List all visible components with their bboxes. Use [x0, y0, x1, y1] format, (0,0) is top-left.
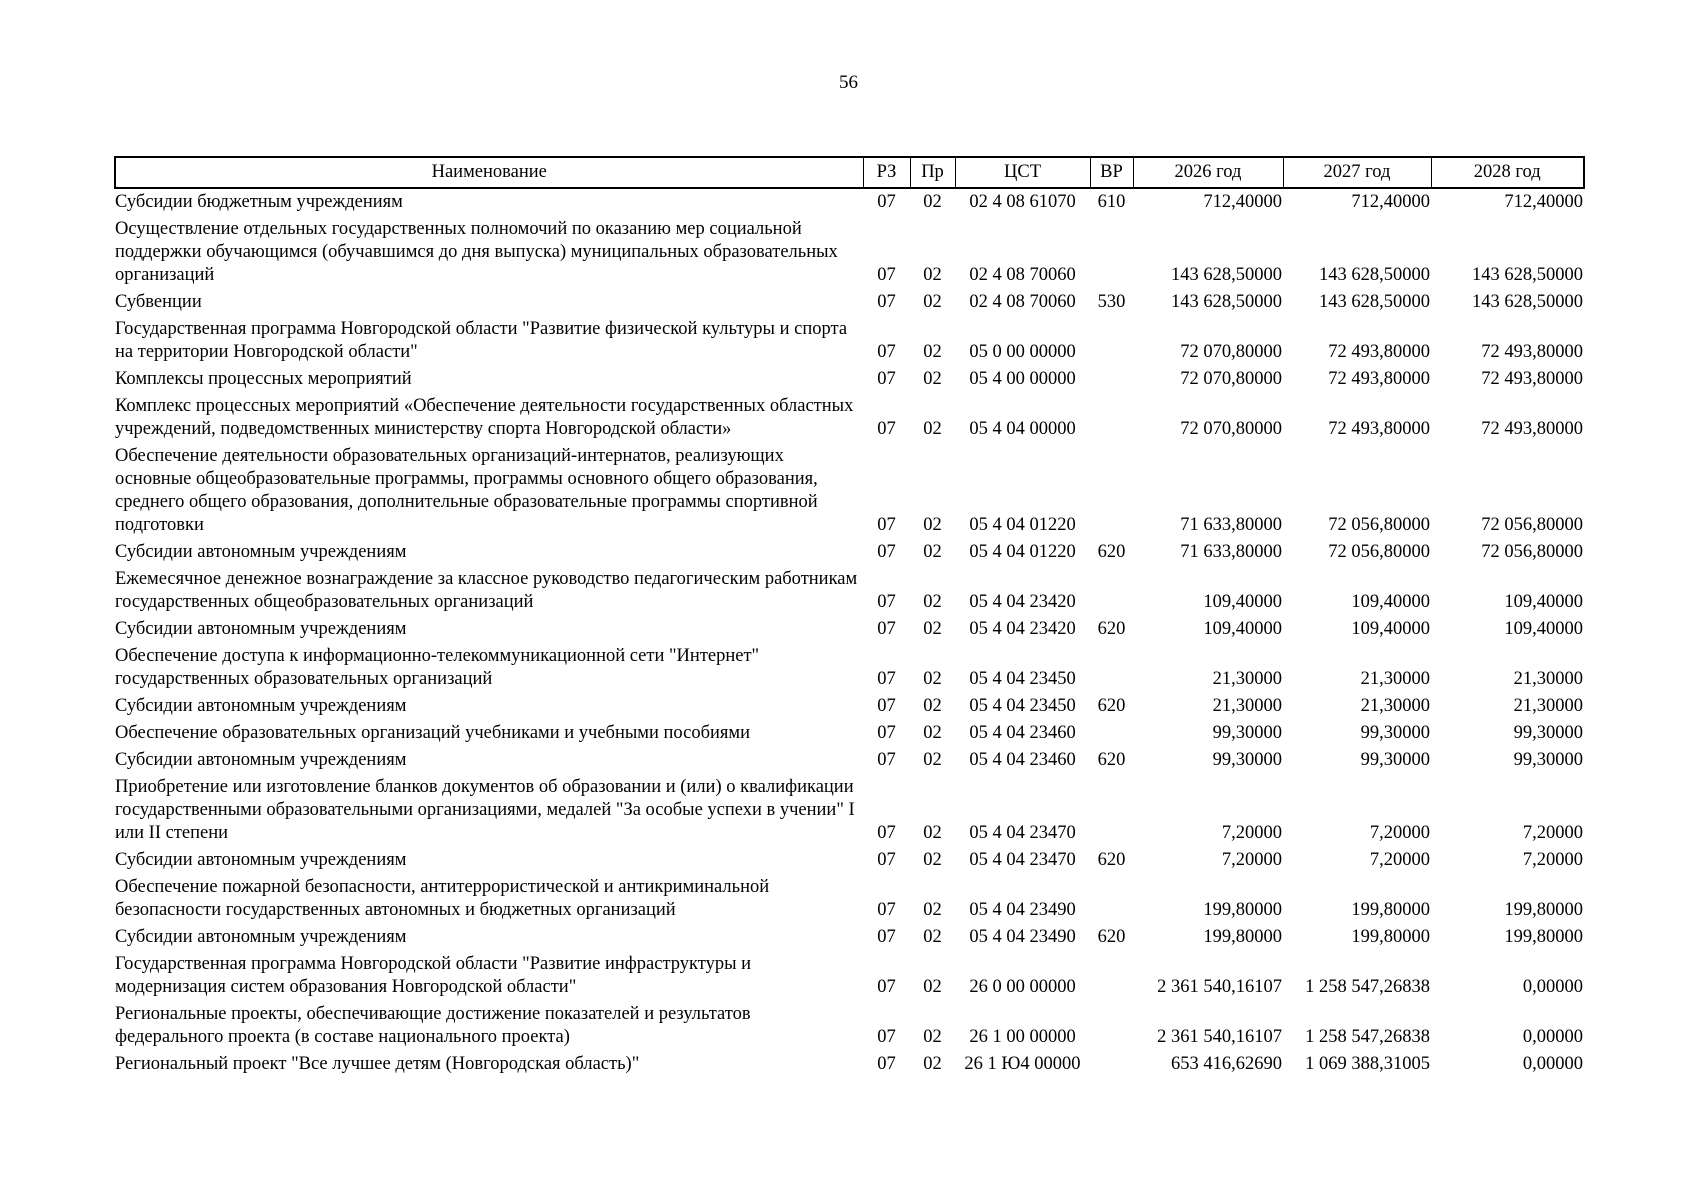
row-rz: 07 [877, 823, 896, 843]
table-header [115, 157, 1584, 188]
row-vr [1090, 874, 1133, 924]
row-2027: 21,30000 [1360, 696, 1430, 716]
row-pr: 02 [923, 292, 942, 312]
row-2026: 143 628,50000 [1171, 292, 1282, 312]
table-row [115, 924, 1584, 951]
table-row [115, 566, 1584, 616]
header-vr: ВР [1090, 157, 1133, 188]
row-2028: 72 056,80000 [1481, 542, 1583, 562]
row-2028: 21,30000 [1513, 696, 1583, 716]
row-2026: 71 633,80000 [1180, 542, 1282, 562]
table-row [115, 366, 1584, 393]
row-name: Субсидии автономным учреждениям [115, 696, 407, 716]
row-2026: 71 633,80000 [1180, 515, 1282, 535]
row-rz: 07 [877, 619, 896, 639]
row-cst: 05 4 04 23450 [969, 669, 1076, 689]
row-2028: 7,20000 [1522, 823, 1583, 843]
row-rz: 07 [877, 723, 896, 743]
row-name: Региональные проекты, обеспечивающие достижение показателей и результатов федерального проекта (в составе национального проекта) [115, 1004, 751, 1047]
row-rz: 07 [877, 900, 896, 920]
row-2027: 72 493,80000 [1328, 419, 1430, 439]
row-cst: 02 4 08 70060 [969, 265, 1076, 285]
row-2027: 712,40000 [1351, 192, 1430, 212]
table-body [115, 188, 1584, 1078]
row-name: Ежемесячное денежное вознаграждение за классное руководство педагогическим работникам государственных общеобразовательных организаций [115, 569, 858, 612]
header-pr: Пр [910, 157, 955, 188]
row-2027: 1 069 388,31005 [1305, 1054, 1430, 1074]
row-pr: 02 [923, 977, 942, 997]
row-vr [1090, 951, 1133, 1001]
row-name: Обеспечение образовательных организаций учебниками и учебными пособиями [115, 723, 751, 743]
row-pr: 02 [923, 592, 942, 612]
row-vr [1090, 774, 1133, 847]
header-cst: ЦСТ [955, 157, 1090, 188]
row-name: Комплекс процессных мероприятий «Обеспечение деятельности государственных областных учреждений, подведомственных министерству спорта Новгородской области» [115, 396, 854, 439]
row-name: Субсидии автономным учреждениям [115, 927, 407, 947]
row-2028: 72 493,80000 [1481, 342, 1583, 362]
row-rz: 07 [877, 342, 896, 362]
row-rz: 07 [877, 369, 896, 389]
row-rz: 07 [877, 850, 896, 870]
row-rz: 07 [877, 419, 896, 439]
row-pr: 02 [923, 542, 942, 562]
table-row [115, 720, 1584, 747]
table-row [115, 693, 1584, 720]
row-vr [1090, 643, 1133, 693]
row-rz: 07 [877, 977, 896, 997]
row-cst: 05 4 04 00000 [969, 419, 1076, 439]
row-cst: 02 4 08 70060 [969, 292, 1076, 312]
row-2028: 72 493,80000 [1481, 369, 1583, 389]
row-2028: 0,00000 [1522, 1054, 1583, 1074]
row-2028: 72 056,80000 [1481, 515, 1583, 535]
row-name: Субсидии автономным учреждениям [115, 750, 407, 770]
row-vr: 620 [1097, 927, 1126, 947]
row-rz: 07 [877, 542, 896, 562]
row-2028: 99,30000 [1513, 750, 1583, 770]
row-2026: 99,30000 [1212, 750, 1282, 770]
row-cst: 05 4 04 23490 [969, 900, 1076, 920]
row-pr: 02 [923, 900, 942, 920]
row-2026: 712,40000 [1203, 192, 1282, 212]
row-vr: 620 [1097, 696, 1126, 716]
table-row [115, 316, 1584, 366]
row-vr: 620 [1097, 750, 1126, 770]
row-cst: 26 0 00 00000 [969, 977, 1076, 997]
row-pr: 02 [923, 192, 942, 212]
row-2026: 109,40000 [1203, 619, 1282, 639]
row-2027: 1 258 547,26838 [1305, 977, 1430, 997]
row-2027: 109,40000 [1351, 619, 1430, 639]
row-2028: 0,00000 [1522, 977, 1583, 997]
row-vr: 530 [1097, 292, 1126, 312]
row-2026: 72 070,80000 [1180, 369, 1282, 389]
row-name: Приобретение или изготовление бланков документов об образовании и (или) о квалификации государственными образовательными организациями, медалей "За особые успехи в учении" I или II степени [115, 777, 855, 843]
header-name: Наименование [115, 157, 863, 188]
table-row [115, 443, 1584, 539]
page-number: 56 [839, 72, 858, 93]
row-pr: 02 [923, 342, 942, 362]
table-row [115, 539, 1584, 566]
row-vr [1090, 216, 1133, 289]
header-2027: 2027 год [1283, 157, 1431, 188]
row-vr: 620 [1097, 850, 1126, 870]
row-cst: 05 4 04 23450 [969, 696, 1076, 716]
row-2026: 199,80000 [1203, 900, 1282, 920]
row-2028: 99,30000 [1513, 723, 1583, 743]
row-name: Субсидии автономным учреждениям [115, 850, 407, 870]
row-vr: 610 [1097, 192, 1126, 212]
row-2027: 72 493,80000 [1328, 369, 1430, 389]
row-2026: 99,30000 [1212, 723, 1282, 743]
row-vr [1090, 316, 1133, 366]
row-2027: 99,30000 [1360, 750, 1430, 770]
row-2027: 72 056,80000 [1328, 542, 1430, 562]
row-2026: 72 070,80000 [1180, 342, 1282, 362]
row-cst: 26 1 00 00000 [969, 1027, 1076, 1047]
row-2028: 109,40000 [1504, 592, 1583, 612]
row-cst: 05 4 04 23420 [969, 592, 1076, 612]
row-cst: 05 4 04 01220 [969, 542, 1076, 562]
row-cst: 05 4 04 23420 [969, 619, 1076, 639]
row-2027: 109,40000 [1351, 592, 1430, 612]
row-name: Субсидии бюджетным учреждениям [115, 192, 403, 212]
row-pr: 02 [923, 723, 942, 743]
row-name: Обеспечение пожарной безопасности, антитеррористической и антикриминальной безопасности государственных автономных и бюджетных организаций [115, 877, 770, 920]
row-name: Региональный проект "Все лучшее детям (Новгородская область)" [115, 1054, 640, 1074]
row-2027: 143 628,50000 [1319, 265, 1430, 285]
row-pr: 02 [923, 1054, 942, 1074]
table-row [115, 1001, 1584, 1051]
row-pr: 02 [923, 515, 942, 535]
table-row [115, 188, 1584, 216]
row-rz: 07 [877, 1027, 896, 1047]
row-rz: 07 [877, 1054, 896, 1074]
row-vr [1090, 1001, 1133, 1051]
row-2027: 7,20000 [1369, 823, 1430, 843]
row-2026: 653 416,62690 [1171, 1054, 1282, 1074]
row-pr: 02 [923, 850, 942, 870]
row-pr: 02 [923, 619, 942, 639]
row-cst: 05 0 00 00000 [969, 342, 1076, 362]
row-rz: 07 [877, 192, 896, 212]
row-pr: 02 [923, 927, 942, 947]
table-row [115, 1051, 1584, 1078]
row-rz: 07 [877, 515, 896, 535]
row-pr: 02 [923, 669, 942, 689]
row-name: Субвенции [115, 292, 202, 312]
row-2026: 72 070,80000 [1180, 419, 1282, 439]
row-2026: 2 361 540,16107 [1157, 977, 1282, 997]
row-2027: 1 258 547,26838 [1305, 1027, 1430, 1047]
row-name: Осуществление отдельных государственных полномочий по оказанию мер социальной поддержки обучающимся (обучавшимся до дня выпуска) муниципальных образовательных организаций [115, 219, 838, 285]
header-2028: 2028 год [1431, 157, 1584, 188]
row-2026: 2 361 540,16107 [1157, 1027, 1282, 1047]
row-2028: 72 493,80000 [1481, 419, 1583, 439]
row-vr [1090, 720, 1133, 747]
row-2027: 99,30000 [1360, 723, 1430, 743]
row-name: Комплексы процессных мероприятий [115, 369, 412, 389]
row-rz: 07 [877, 927, 896, 947]
row-name: Государственная программа Новгородской области "Развитие физической культуры и спорта на территории Новгородской области" [115, 319, 848, 362]
row-2027: 7,20000 [1369, 850, 1430, 870]
header-2026: 2026 год [1133, 157, 1283, 188]
row-2028: 712,40000 [1504, 192, 1583, 212]
table-row [115, 951, 1584, 1001]
row-vr [1090, 566, 1133, 616]
row-2028: 109,40000 [1504, 619, 1583, 639]
row-name: Субсидии автономным учреждениям [115, 542, 407, 562]
row-name: Обеспечение деятельности образовательных организаций-интернатов, реализующих основные общеобразовательные программы, программы основного общего образования, среднего общего образования, дополнительные образовательные программы спортивной подготовки [115, 446, 818, 535]
row-pr: 02 [923, 1027, 942, 1047]
row-2026: 7,20000 [1221, 850, 1282, 870]
table-row [115, 874, 1584, 924]
row-pr: 02 [923, 369, 942, 389]
row-2027: 21,30000 [1360, 669, 1430, 689]
row-cst: 05 4 04 23460 [969, 723, 1076, 743]
row-2026: 109,40000 [1203, 592, 1282, 612]
row-vr: 620 [1097, 542, 1126, 562]
row-vr [1090, 443, 1133, 539]
row-pr: 02 [923, 696, 942, 716]
table-row [115, 289, 1584, 316]
row-rz: 07 [877, 750, 896, 770]
row-2027: 199,80000 [1351, 900, 1430, 920]
row-name: Государственная программа Новгородской области "Развитие инфраструктуры и модернизация систем образования Новгородской области" [115, 954, 752, 997]
header-rz: РЗ [863, 157, 910, 188]
row-pr: 02 [923, 823, 942, 843]
row-2028: 199,80000 [1504, 900, 1583, 920]
row-cst: 05 4 04 01220 [969, 515, 1076, 535]
row-cst: 26 1 Ю4 00000 [964, 1054, 1081, 1074]
table-row [115, 774, 1584, 847]
row-pr: 02 [923, 265, 942, 285]
budget-table [114, 156, 1585, 1078]
row-2026: 21,30000 [1212, 696, 1282, 716]
row-2028: 21,30000 [1513, 669, 1583, 689]
table-row [115, 747, 1584, 774]
row-2028: 0,00000 [1522, 1027, 1583, 1047]
row-2027: 199,80000 [1351, 927, 1430, 947]
row-cst: 05 4 04 23470 [969, 823, 1076, 843]
row-2028: 199,80000 [1504, 927, 1583, 947]
row-pr: 02 [923, 419, 942, 439]
row-2026: 21,30000 [1212, 669, 1282, 689]
row-cst: 05 4 00 00000 [969, 369, 1076, 389]
row-2028: 7,20000 [1522, 850, 1583, 870]
table-row [115, 616, 1584, 643]
row-2028: 143 628,50000 [1472, 265, 1583, 285]
row-rz: 07 [877, 292, 896, 312]
table-row [115, 216, 1584, 289]
row-name: Субсидии автономным учреждениям [115, 619, 407, 639]
row-rz: 07 [877, 265, 896, 285]
row-rz: 07 [877, 592, 896, 612]
row-cst: 02 4 08 61070 [969, 192, 1076, 212]
row-2027: 72 493,80000 [1328, 342, 1430, 362]
row-vr [1090, 1051, 1133, 1078]
row-2027: 72 056,80000 [1328, 515, 1430, 535]
row-name: Обеспечение доступа к информационно-телекоммуникационной сети "Интернет" государственных образовательных организаций [115, 646, 760, 689]
row-pr: 02 [923, 750, 942, 770]
table-row [115, 643, 1584, 693]
row-rz: 07 [877, 669, 896, 689]
row-rz: 07 [877, 696, 896, 716]
row-vr [1090, 393, 1133, 443]
row-cst: 05 4 04 23490 [969, 927, 1076, 947]
row-vr: 620 [1097, 619, 1126, 639]
table-row [115, 393, 1584, 443]
row-2026: 143 628,50000 [1171, 265, 1282, 285]
row-2027: 143 628,50000 [1319, 292, 1430, 312]
row-vr [1090, 366, 1133, 393]
row-2026: 7,20000 [1221, 823, 1282, 843]
table-row [115, 847, 1584, 874]
row-2026: 199,80000 [1203, 927, 1282, 947]
row-cst: 05 4 04 23460 [969, 750, 1076, 770]
row-cst: 05 4 04 23470 [969, 850, 1076, 870]
row-2028: 143 628,50000 [1472, 292, 1583, 312]
